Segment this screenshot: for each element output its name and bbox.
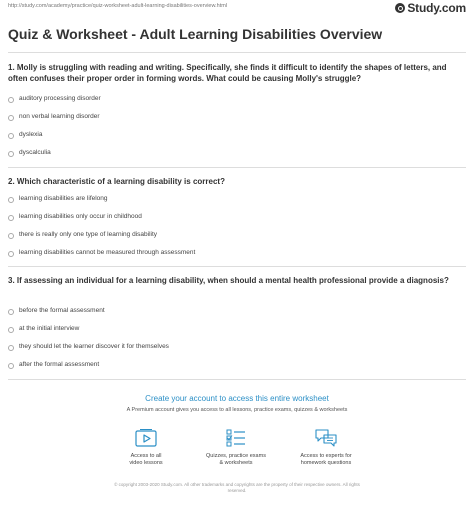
study-logo[interactable]: [395, 1, 466, 15]
radio-button[interactable]: [8, 233, 14, 239]
question-2-option-4[interactable]: [8, 247, 195, 258]
option-label: there is really only one type of learning disability: [19, 231, 158, 238]
option-label: dyslexia: [19, 131, 43, 138]
radio-button[interactable]: [8, 197, 14, 203]
option-label: after the formal assessment: [19, 361, 100, 368]
question-2-text: 2. Which characteristic of a learning disability is correct?: [8, 177, 225, 186]
option-label: dyscalculia: [19, 149, 51, 156]
option-label: learning disabilities cannot be measured through assessment: [19, 249, 196, 256]
feature-line-1: Access to experts for: [300, 453, 352, 459]
copyright-line-1: © copyright 2003-2020 Study.com. All other trademarks and copyrights are the property of their respective owners. All rights: [114, 482, 360, 487]
question-1-option-4[interactable]: [8, 147, 51, 158]
logo-icon: [395, 3, 405, 13]
feature-line-1: Quizzes, practice exams: [206, 453, 266, 459]
option-label: learning disabilities only occur in childhood: [19, 213, 142, 220]
radio-button[interactable]: [8, 97, 14, 103]
option-label: auditory processing disorder: [19, 95, 101, 102]
copyright-footer: [0, 482, 474, 494]
feature-line-1: Access to all: [130, 453, 162, 459]
option-label: at the initial interview: [19, 325, 80, 332]
radio-button[interactable]: [8, 345, 14, 351]
option-label: learning disabilities are lifelong: [19, 195, 108, 202]
radio-button[interactable]: [8, 327, 14, 333]
question-3-option-1[interactable]: [8, 305, 105, 316]
option-label: they should let the learner discover it for themselves: [19, 343, 169, 350]
feature-line-2: video lessons: [129, 460, 163, 466]
question-2-option-3[interactable]: [8, 229, 157, 240]
chat-bubbles-icon: [314, 428, 338, 448]
page-title: Quiz & Worksheet - Adult Learning Disabilities Overview: [8, 26, 383, 42]
feature-experts: [281, 428, 371, 467]
page-header: [0, 0, 474, 16]
question-divider: [8, 266, 466, 267]
page-url: http://study.com/academy/practice/quiz-worksheet-adult-learning-disabilities-overview.html: [8, 3, 228, 9]
option-label: before the formal assessment: [19, 307, 105, 314]
video-play-icon: [135, 428, 157, 448]
question-divider: [8, 167, 466, 168]
question-3-option-4[interactable]: [8, 359, 99, 370]
question-3-text: 3. If assessing an individual for a learning disability, when should a mental health professional provide a diagnosis?: [8, 276, 449, 285]
feature-line-2: & worksheets: [219, 460, 253, 466]
radio-button[interactable]: [8, 309, 14, 315]
copyright-line-2: reserved.: [227, 488, 247, 493]
feature-quizzes: [191, 428, 281, 467]
radio-button[interactable]: [8, 251, 14, 257]
premium-description: A Premium account gives you access to all lessons, practice exams, quizzes & worksheets: [126, 407, 348, 413]
radio-button[interactable]: [8, 363, 14, 369]
feature-line-2: homework questions: [300, 460, 352, 466]
question-3-option-3[interactable]: [8, 341, 169, 352]
radio-button[interactable]: [8, 133, 14, 139]
checklist-icon: [225, 428, 247, 448]
create-account-link[interactable]: Create your account to access this entire worksheet: [145, 394, 329, 403]
question-divider: [8, 379, 466, 380]
question-2-option-2[interactable]: [8, 211, 142, 222]
option-label: non verbal learning disorder: [19, 113, 100, 120]
question-1-option-3[interactable]: [8, 129, 42, 140]
radio-button[interactable]: [8, 151, 14, 157]
question-1-text: 1. Molly is struggling with reading and writing. Specifically, she finds it difficult to identify the shapes of letters, and often confuses their proper order in forming words. What could be causing Molly's struggle?: [8, 63, 447, 83]
question-3-option-2[interactable]: [8, 323, 79, 334]
question-2-option-1[interactable]: [8, 193, 108, 204]
question-1-option-2[interactable]: [8, 111, 100, 122]
question-1-option-1[interactable]: [8, 93, 101, 104]
feature-video-lessons: [101, 428, 191, 467]
logo-text: Study.com: [407, 1, 466, 15]
title-divider: [8, 52, 466, 53]
radio-button[interactable]: [8, 215, 14, 221]
radio-button[interactable]: [8, 115, 14, 121]
